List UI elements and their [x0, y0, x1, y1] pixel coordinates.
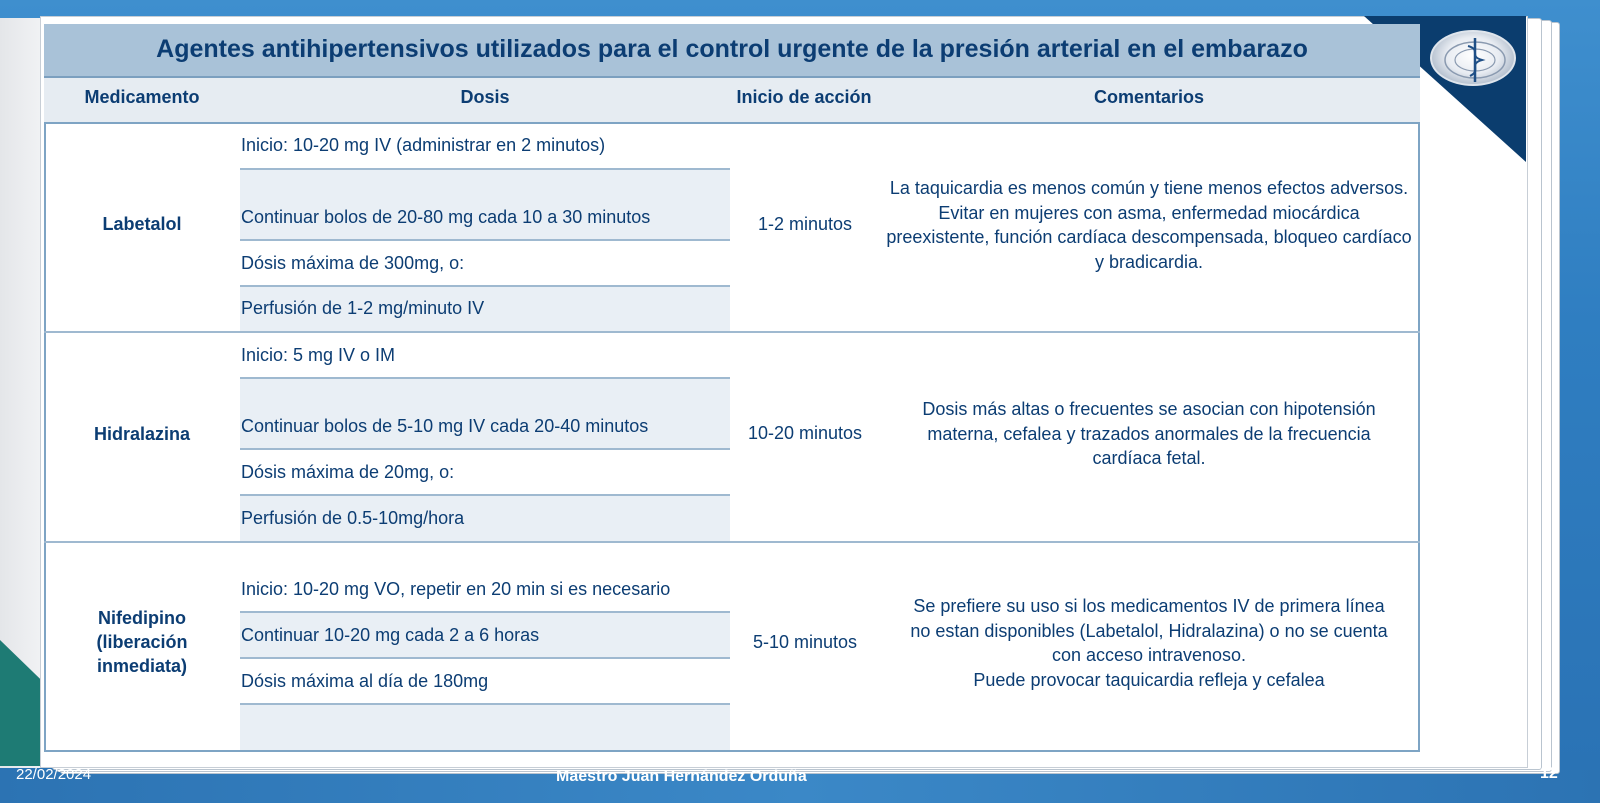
title-bar	[44, 24, 1420, 78]
dose-item: Dósis máxima de 20mg, o:	[241, 462, 455, 482]
comment-line: Se prefiere su uso si los medicamentos IV de primera línea	[913, 596, 1385, 616]
footer-author: Maestro Juan Hernández Orduña	[556, 768, 807, 785]
header-comentarios: Comentarios	[1093, 87, 1205, 107]
footer-date: 22/02/2024	[16, 766, 92, 783]
comment-line: no estan disponibles (Labetalol, Hidralazina) o no se cuenta	[910, 620, 1388, 641]
onset-time: 10-20 minutos	[747, 423, 863, 443]
comment-text	[880, 594, 1418, 692]
header-dosis: Dosis	[460, 87, 510, 107]
drug-name-line: (liberación	[96, 632, 188, 652]
dose-item: Inicio: 10-20 mg IV (administrar en 2 minutos)	[241, 135, 606, 155]
dose-item: Continuar bolos de 5-10 mg IV cada 20-40 minutos	[240, 379, 730, 449]
onset-time: 1-2 minutos	[757, 214, 853, 234]
onset-time: 5-10 minutos	[752, 632, 858, 652]
dose-item	[240, 705, 730, 750]
page-number: 12	[1540, 765, 1558, 782]
dose-item: Continuar 10-20 mg cada 2 a 6 horas	[240, 613, 730, 658]
drug-name-line: Nifedipino	[98, 608, 186, 628]
dose-item: Continuar bolos de 20-80 mg cada 10 a 30 minutos	[240, 170, 730, 240]
comment-line: Puede provocar taquicardia refleja y cefalea	[973, 669, 1325, 690]
dose-item: Perfusión de 0.5-10mg/hora	[240, 496, 730, 541]
header-medicamento: Medicamento	[84, 87, 200, 107]
dose-item: Dósis máxima de 300mg, o:	[241, 253, 465, 273]
comment-line: con acceso intravenoso.	[1051, 645, 1247, 665]
dose-item: Inicio: 5 mg IV o IM	[241, 345, 396, 365]
dose-item: Inicio: 10-20 mg VO, repetir en 20 min si es necesario	[241, 579, 671, 599]
dose-item: Dósis máxima al día de 180mg	[241, 671, 489, 691]
drug-name: Labetalol	[102, 214, 182, 234]
caduceus-logo-icon	[1430, 30, 1516, 86]
table-header-row	[44, 78, 1420, 124]
comment-text: La taquicardia es menos común y tiene menos efectos adversos. Evitar en mujeres con asma, enfermedad miocárdica preexistente, función cardíaca descompensada, bloqueo cardíaco y bradicardia.	[886, 178, 1412, 272]
drug-name-line: inmediata)	[96, 656, 188, 676]
comment-text: Dosis más altas o frecuentes se asocian con hipotensión materna, cefalea y trazados anormales de la frecuencia cardíaca fetal.	[922, 399, 1376, 468]
slide-title: Agentes antihipertensivos utilizados para el control urgente de la presión arterial en el embarazo	[156, 35, 1308, 63]
drug-name	[44, 606, 240, 678]
row-divider	[44, 541, 1420, 543]
header-inicio: Inicio de acción	[736, 87, 872, 107]
drug-name: Hidralazina	[93, 424, 191, 444]
dose-item: Perfusión de 1-2 mg/minuto IV	[240, 287, 730, 332]
